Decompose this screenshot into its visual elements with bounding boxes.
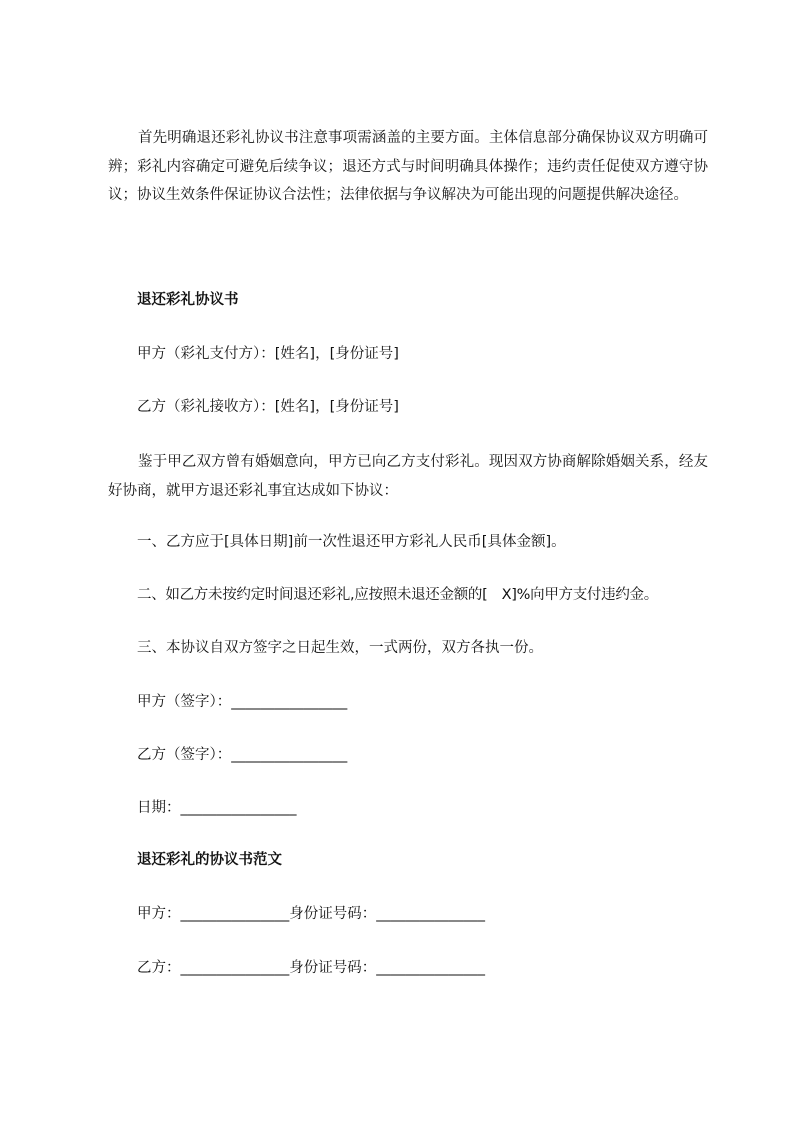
signature-a: 甲方（签字）：________________ xyxy=(137,694,348,710)
signature-b: 乙方（签字）：________________ xyxy=(137,747,348,763)
sample-title: 退还彩礼的协议书范文 xyxy=(137,852,282,868)
date-line: 日期：________________ xyxy=(137,800,297,816)
agreement-title: 退还彩礼协议书 xyxy=(137,292,239,308)
party-a-line: 甲方（彩礼支付方）：[姓名]，[身份证号] xyxy=(137,346,399,362)
intro-paragraph: 首先明确退还彩礼协议书注意事项需涵盖的主要方面。主体信息部分确保协议双方明确可辨；彩礼内容确定可避免后续争议；退还方式与时间明确具体操作；违约责任促使双方遵守协议；协议生效条件保证协议合法性；法律依据与争议解决为可能出现的问题提供解决途径。 xyxy=(108,130,708,203)
clause-1: 一、乙方应于[具体日期]前一次性退还甲方彩礼人民币[具体金额]。 xyxy=(137,534,566,550)
party-b-line: 乙方（彩礼接收方）：[姓名]，[身份证号] xyxy=(137,399,399,415)
clause-3: 三、本协议自双方签字之日起生效，一式两份，双方各执一份。 xyxy=(137,640,543,656)
sample-party-b: 乙方：_______________身份证号码：_______________ xyxy=(137,960,485,976)
clause-2: 二、如乙方未按约定时间退还彩礼,应按照未退还金额的[ X]%向甲方支付违约金。 xyxy=(137,587,658,603)
sample-party-a: 甲方：_______________身份证号码：_______________ xyxy=(137,906,485,922)
preamble-paragraph: 鉴于甲乙双方曾有婚姻意向，甲方已向乙方支付彩礼。现因双方协商解除婚姻关系，经友好协商，就甲方退还彩礼事宜达成如下协议： xyxy=(108,454,708,499)
